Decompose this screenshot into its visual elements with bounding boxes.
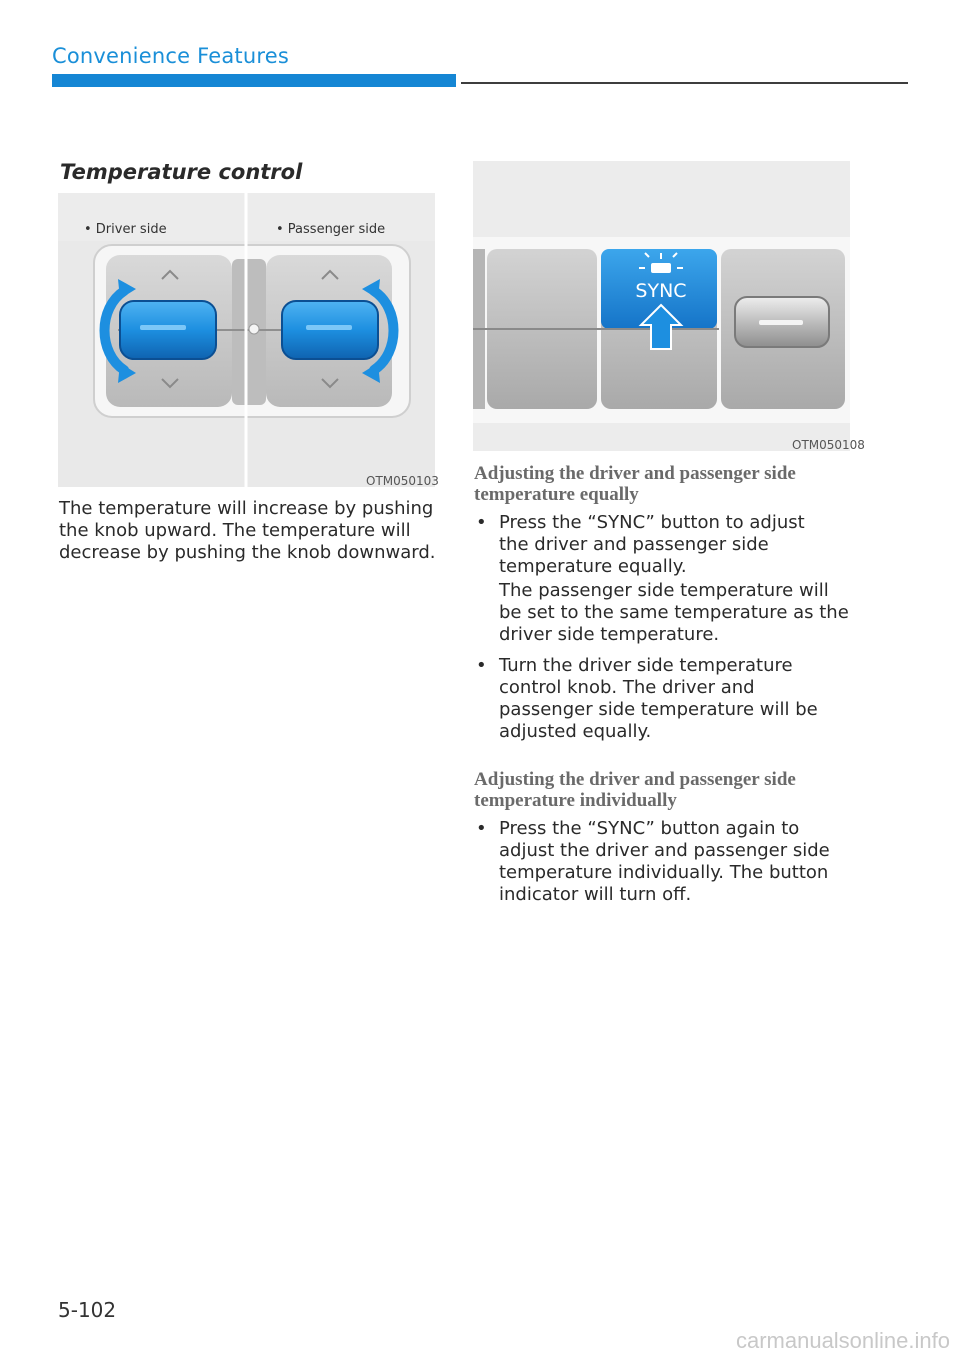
figure-code: OTM050108 (792, 438, 865, 452)
label-driver-side: • Driver side (84, 222, 167, 237)
subheading (474, 769, 796, 811)
list-item-note: The passenger side temperature will be set to the same temperature as the driver side temperature. (499, 580, 849, 645)
body-paragraph: The temperature will increase by pushing the knob upward. The temperature will decrease by pushing the knob downward. (59, 498, 436, 563)
list-item-text: Press the “SYNC” button to adjust the driver and passenger side temperature equally. (499, 512, 805, 577)
figure-sync-button (473, 161, 850, 451)
header-rule (461, 82, 908, 84)
list-item-text: Turn the driver side temperature control knob. The driver and passenger side temperature will be adjusted equally. (499, 655, 818, 742)
knobs-illustration (58, 193, 435, 487)
subheading-line: temperature equally (474, 484, 639, 505)
page-number: 5-102 (58, 1298, 117, 1322)
subheading (474, 463, 796, 505)
figure-code: OTM050103 (366, 474, 439, 488)
sync-illustration (473, 161, 850, 451)
figure-temperature-knobs (58, 193, 435, 487)
label-passenger-side: • Passenger side (276, 222, 386, 237)
running-header: Convenience Features (52, 44, 289, 68)
header-accent-bar (52, 74, 456, 87)
subheading-line: Adjusting the driver and passenger side (474, 769, 796, 790)
section-title: Temperature control (60, 160, 303, 184)
subheading-line: temperature individually (474, 790, 677, 811)
subheading-line: Adjusting the driver and passenger side (474, 463, 796, 484)
sync-button-label: SYNC (635, 280, 687, 302)
watermark: carmanualsonline.info (735, 1328, 950, 1353)
list-item-text: Press the “SYNC” button again to adjust the driver and passenger side temperature individually. The button indicator will turn off. (499, 818, 830, 905)
